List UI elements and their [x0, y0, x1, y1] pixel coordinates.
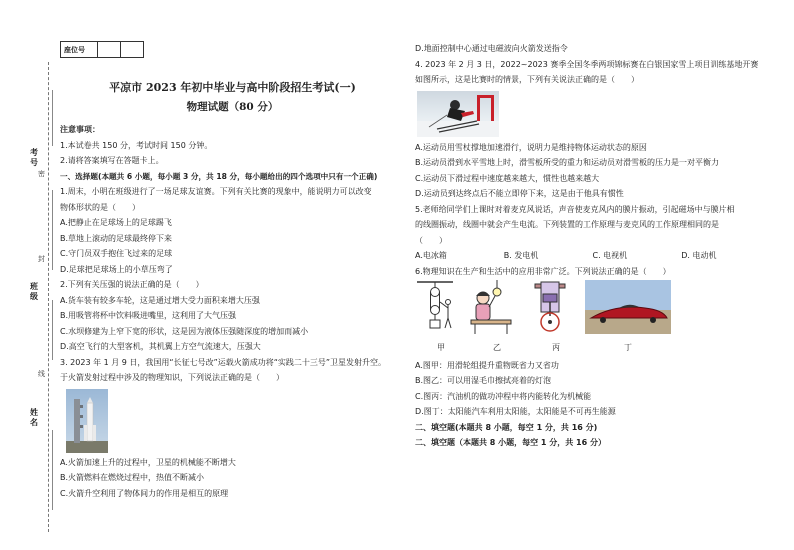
q3-option-c: C.火箭升空利用了物体间力的作用是相互的原理	[60, 488, 229, 498]
q1-option-a: A.把静止在足球场上的足球踢飞	[60, 218, 172, 227]
q3-stem: 3. 2023 年 1 月 9 日，我国用“长征七号改”运载火箭成功将“实践二十三号”卫星发射升空。	[60, 357, 387, 367]
notes-item: 1.本试卷共 150 分，考试时间 150 分钟。	[60, 140, 213, 150]
notes-item: 2.请将答案填写在答题卡上。	[60, 156, 164, 165]
figure-yi-lamp-wiping	[467, 280, 515, 340]
q6-option-b: B.图乙：可以用湿毛巾擦拭亮着的灯泡	[415, 376, 552, 385]
q6-option-a: A.图甲：用滑轮组提升重物既省力又省功	[415, 360, 559, 370]
q4-option-b: B.运动员滑到水平雪地上时，滑雪板所受的重力和运动员对滑雪板的压力是一对平衡力	[415, 158, 720, 167]
q1-stem: 物体形状的是（ ）	[60, 202, 140, 212]
q5-stem: 的线圈振动，线圈中就会产生电流。下列装置的工作原理与麦克风的工作原理相同的是	[415, 220, 719, 229]
margin-rule	[52, 90, 54, 146]
rocket-launch-image	[66, 389, 108, 453]
q6-figure-labels	[415, 340, 770, 356]
q4-option-c: C.运动员下滑过程中速度越来越大，惯性也越来越大	[415, 173, 600, 183]
seat-number-label: 座位号	[61, 42, 98, 58]
figure-label-bing: 丙	[552, 343, 560, 352]
figure-ding-solar-car	[585, 280, 671, 340]
figure-jia-pulley	[415, 280, 455, 340]
q2-stem: 2.下列有关压强的说法正确的是（ ）	[60, 280, 204, 289]
q3-stem: 于火箭发射过程中涉及的物理知识，下列说法正确的是（ ）	[60, 373, 284, 382]
margin-label-name: 姓名	[30, 408, 38, 427]
section2-heading: 二、填空题（本题共 8 小题，每空 1 分，共 16 分）	[415, 438, 606, 447]
seat-number-box[interactable]	[98, 42, 121, 58]
section1-heading: 一、选择题(本题共 6 小题，每小题 3 分，共 18 分，每小题给出的四个选项中只有一个正确)	[60, 171, 378, 181]
margin-rule	[52, 300, 54, 360]
margin-tick-xian: 线	[38, 370, 45, 378]
q1-option-d: D.足球把足球场上的小草压弯了	[60, 264, 173, 274]
exam-subtitle: 物理试题（80 分）	[186, 101, 279, 113]
figure-label-yi: 乙	[493, 343, 501, 352]
exam-title: 平凉市 2023 年初中毕业与高中阶段招生考试(一)	[109, 81, 356, 94]
q3-option-d: D.地面控制中心通过电磁波向火箭发送指令	[415, 44, 568, 53]
left-column	[60, 80, 405, 501]
q6-option-d: D.图丁：太阳能汽车利用太阳能，太阳能是不可再生能源	[415, 407, 616, 416]
q5-stem: 5.老师给同学们上课时对着麦克风说话，声音使麦克风内的膜片振动，引起磁场中与膜片相	[415, 204, 735, 214]
margin-tick-feng: 封	[38, 255, 45, 263]
q2-option-c: C.水坝修建为上窄下宽的形状，这是因为液体压强随深度的增加而减小	[60, 326, 309, 336]
margin-label-exam-number: 考号	[30, 148, 38, 167]
q5-option-d: D. 电动机	[681, 251, 717, 260]
margin-rule	[52, 190, 54, 270]
q6-stem: 6.物理知识在生产和生活中的应用非常广泛。下列说法正确的是（ ）	[415, 266, 671, 276]
section2-heading: 二、填空题(本题共 8 小题，每空 1 分，共 16 分)	[415, 422, 598, 432]
q5-option-b: B. 发电机	[503, 251, 539, 260]
seat-number-table	[60, 41, 144, 58]
q6-option-c: C.图丙：汽油机的做功冲程中将内能转化为机械能	[415, 391, 592, 401]
q4-stem: 4. 2023 年 2 月 3 日，2022~2023 赛季全国冬季两项锦标赛在白银国家雪上项目训练基地开赛	[415, 59, 759, 69]
q2-option-a: A.货车装有较多车轮，这是通过增大受力面积来增大压强	[60, 295, 260, 305]
figure-label-jia: 甲	[437, 343, 445, 352]
q3-option-a: A.火箭加速上升的过程中，卫星的机械能不断增大	[60, 457, 236, 467]
q2-option-d: D.高空飞行的大型客机，其机翼上方空气流速大，压强大	[60, 342, 261, 351]
seat-number-box[interactable]	[121, 42, 144, 58]
q6-figures	[415, 283, 770, 339]
right-column	[415, 41, 770, 451]
q5-options	[415, 248, 770, 264]
q5-option-c: C. 电视机	[592, 251, 628, 260]
q3-option-b: B.火箭燃料在燃烧过程中，热值不断减小	[60, 473, 205, 482]
margin-tick-mi: 密	[38, 170, 45, 178]
margin-rule	[52, 430, 54, 510]
figure-bing-engine	[527, 280, 573, 340]
q1-option-b: B.草地上滚动的足球最终停下来	[60, 233, 173, 243]
margin-label-class: 班级	[30, 282, 38, 301]
binding-line	[48, 62, 50, 532]
q2-option-b: B.用吸管将杯中饮料吸进嘴里，这利用了大气压强	[60, 311, 237, 320]
skier-image	[417, 91, 499, 137]
q1-stem: 1.周末，小明在班级进行了一场足球友谊赛。下列有关比赛的现象中，能说明力可以改变	[60, 187, 372, 196]
q4-option-d: D.运动员到达终点后不能立即停下来，这是由于他具有惯性	[415, 189, 624, 198]
q4-option-a: A.运动员用雪杖撑地加速滑行，说明力是维持物体运动状态的原因	[415, 142, 647, 152]
figure-label-ding: 丁	[624, 343, 632, 352]
notes-heading: 注意事项：	[60, 125, 100, 134]
q1-option-c: C.守门员双手抱住飞过来的足球	[60, 249, 173, 258]
q5-stem: （ ）	[415, 235, 447, 245]
q4-stem: 如图所示，这是比赛时的情景，下列有关说法正确的是（ ）	[415, 75, 639, 84]
q5-option-a: A.电冰箱	[415, 251, 447, 260]
